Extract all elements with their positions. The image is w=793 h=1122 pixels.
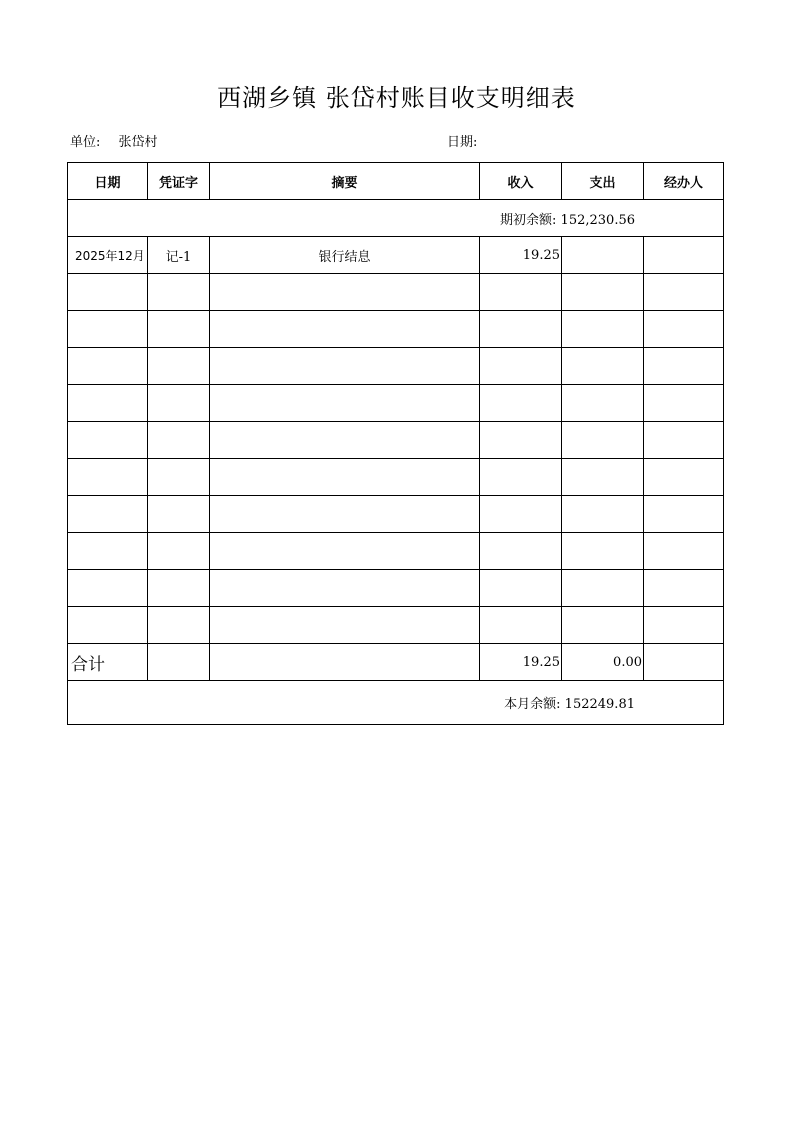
cell-expense [562, 237, 644, 274]
table-cell [210, 533, 480, 570]
table-cell [68, 422, 148, 459]
total-label: 合计 [68, 644, 148, 681]
table-cell [210, 422, 480, 459]
table-cell [480, 459, 562, 496]
table-cell [644, 570, 724, 607]
table-cell [148, 459, 210, 496]
table-cell [644, 607, 724, 644]
closing-balance-row [68, 681, 724, 725]
table-cell [210, 496, 480, 533]
header-income: 收入 [480, 163, 562, 200]
table-cell [148, 496, 210, 533]
table-row [68, 237, 724, 274]
table-cell [148, 348, 210, 385]
cell-income: 19.25 [480, 237, 562, 274]
total-income: 19.25 [480, 644, 562, 681]
table-cell [644, 496, 724, 533]
page-title: 西湖乡镇 张岱村账目收支明细表 [217, 84, 576, 112]
table-cell [148, 311, 210, 348]
table-row [68, 311, 724, 348]
table-cell [68, 348, 148, 385]
ledger-table [67, 162, 724, 725]
table-row [68, 607, 724, 644]
opening-balance: 期初余额: 152,230.56 [68, 200, 724, 237]
table-cell [480, 385, 562, 422]
header-date: 日期 [68, 163, 148, 200]
table-cell [210, 348, 480, 385]
table-cell [148, 607, 210, 644]
table-row [68, 570, 724, 607]
table-cell [68, 533, 148, 570]
header-row [68, 163, 724, 200]
table-cell [480, 274, 562, 311]
table-row [68, 385, 724, 422]
table-cell [210, 311, 480, 348]
table-row [68, 274, 724, 311]
table-row [68, 533, 724, 570]
table-cell [210, 607, 480, 644]
table-cell [644, 533, 724, 570]
table-cell [148, 422, 210, 459]
table-cell [644, 311, 724, 348]
table-cell [562, 459, 644, 496]
table-cell [210, 459, 480, 496]
table-cell [644, 274, 724, 311]
table-cell [562, 348, 644, 385]
unit-value: 张岱村 [118, 135, 158, 150]
table-cell [68, 459, 148, 496]
table-cell [68, 274, 148, 311]
table-cell [148, 570, 210, 607]
table-cell [148, 385, 210, 422]
table-cell [562, 533, 644, 570]
table-cell [562, 274, 644, 311]
table-cell [68, 385, 148, 422]
header-handler: 经办人 [644, 163, 724, 200]
cell-voucher: 记-1 [148, 237, 210, 274]
table-cell [210, 385, 480, 422]
table-cell [644, 385, 724, 422]
total-row [68, 644, 724, 681]
table-cell [480, 607, 562, 644]
table-cell [210, 274, 480, 311]
table-cell [480, 570, 562, 607]
table-cell [480, 348, 562, 385]
opening-balance-row [68, 200, 724, 237]
cell-summary: 银行结息 [210, 237, 480, 274]
unit-label: 单位: [70, 135, 101, 150]
table-cell [480, 496, 562, 533]
table-cell [562, 570, 644, 607]
table-cell [480, 422, 562, 459]
cell-date: 2025年12月 [68, 237, 148, 274]
table-cell [562, 311, 644, 348]
table-cell [562, 607, 644, 644]
table-cell [68, 607, 148, 644]
table-row [68, 459, 724, 496]
table-cell [562, 422, 644, 459]
total-handler-cell [644, 644, 724, 681]
closing-balance: 本月余额: 152249.81 [68, 681, 724, 725]
table-row [68, 348, 724, 385]
table-cell [562, 496, 644, 533]
header-voucher: 凭证字 [148, 163, 210, 200]
table-cell [148, 533, 210, 570]
header-summary: 摘要 [210, 163, 480, 200]
date-label: 日期: [447, 135, 478, 150]
table-cell [148, 274, 210, 311]
table-cell [68, 496, 148, 533]
cell-handler [644, 237, 724, 274]
total-voucher-cell [148, 644, 210, 681]
total-expense: 0.00 [562, 644, 644, 681]
table-cell [644, 422, 724, 459]
table-cell [68, 311, 148, 348]
total-summary-cell [210, 644, 480, 681]
unit-field [70, 131, 158, 150]
table-cell [480, 311, 562, 348]
table-cell [644, 459, 724, 496]
date-field [447, 131, 477, 150]
table-row [68, 422, 724, 459]
table-cell [210, 570, 480, 607]
table-cell [68, 570, 148, 607]
table-cell [480, 533, 562, 570]
table-cell [644, 348, 724, 385]
table-row [68, 496, 724, 533]
table-cell [562, 385, 644, 422]
header-expense: 支出 [562, 163, 644, 200]
